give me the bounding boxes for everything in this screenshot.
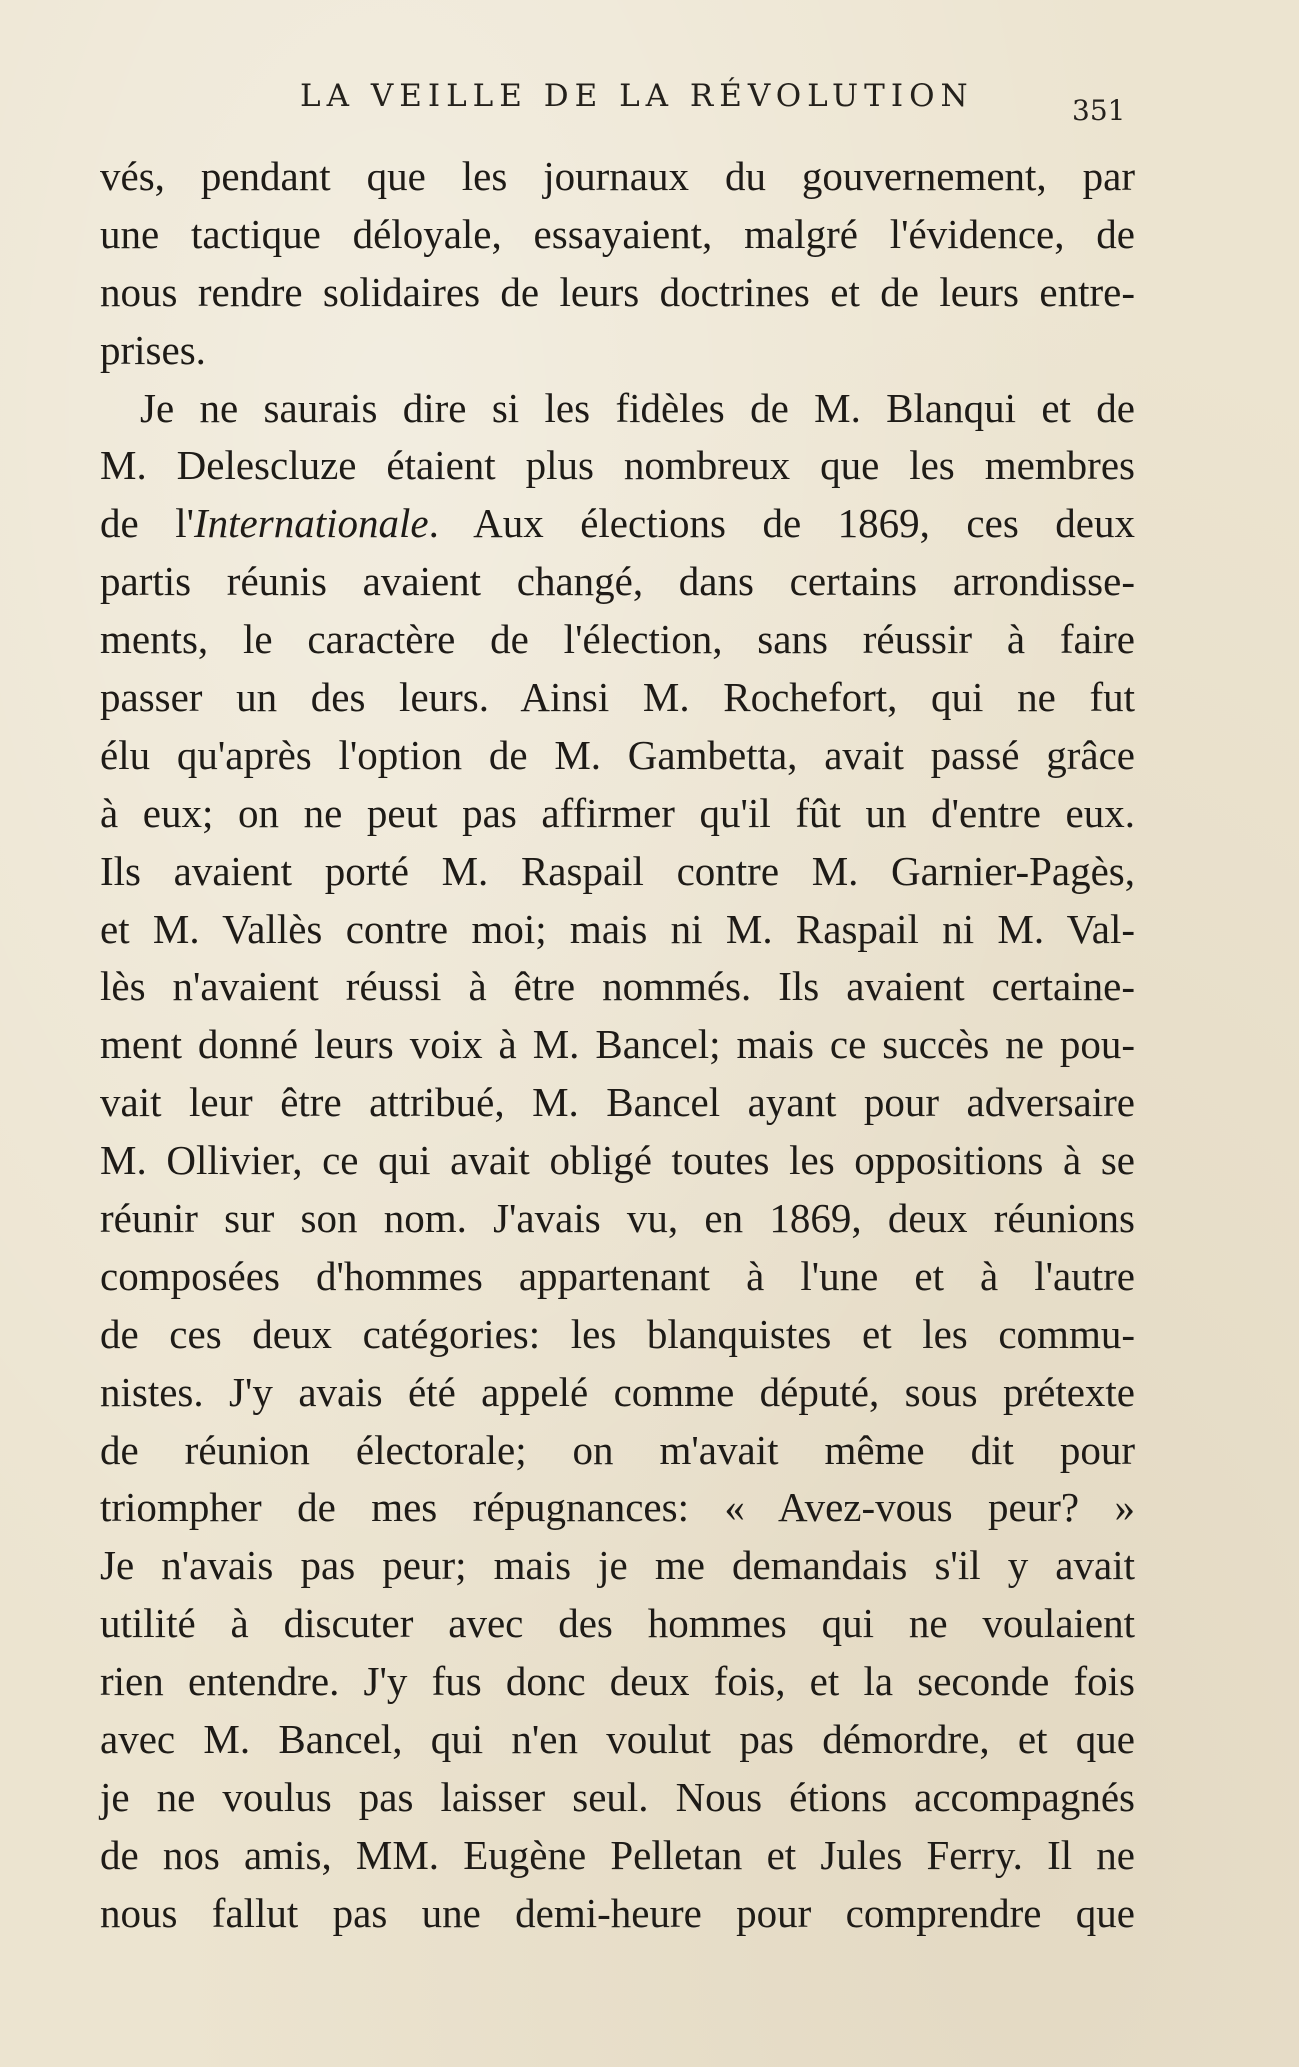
text-segment: de l' xyxy=(100,500,194,547)
text-segment: . Aux élections de 1869, ces deux xyxy=(428,500,1135,547)
text-line: triompher de mes répugnances: « Avez-vous peur? » xyxy=(100,1484,1135,1531)
text-line: lès n'avaient réussi à être nommés. Ils avaient certaine- xyxy=(100,963,1135,1010)
text-line: réunir sur son nom. J'avais vu, en 1869, deux réunions xyxy=(100,1195,1135,1242)
text-line xyxy=(100,495,1135,553)
text-line: Ils avaient porté M. Raspail contre M. Garnier-Pagès, xyxy=(100,847,1135,894)
text-line: de réunion électorale; on m'avait même dit pour xyxy=(100,1426,1135,1473)
text-line: et M. Vallès contre moi; mais ni M. Raspail ni M. Val- xyxy=(100,905,1135,952)
running-title: LA VEILLE DE LA RÉVOLUTION xyxy=(300,78,974,114)
paragraph-start-line: Je ne saurais dire si les fidèles de M. Blanqui et de xyxy=(140,384,1135,431)
text-line: M. Ollivier, ce qui avait obligé toutes les oppositions à se xyxy=(100,1137,1135,1184)
text-line: une tactique déloyale, essayaient, malgré l'évidence, de xyxy=(100,210,1135,257)
text-line: rien entendre. J'y fus donc deux fois, et la seconde fois xyxy=(100,1658,1135,1705)
text-line: de nos amis, MM. Eugène Pelletan et Jules Ferry. Il ne xyxy=(100,1831,1135,1878)
text-line: M. Delescluze étaient plus nombreux que les membres xyxy=(100,442,1135,489)
text-line: vait leur être attribué, M. Bancel ayant pour adversaire xyxy=(100,1079,1135,1126)
body-text xyxy=(100,148,1135,1943)
text-line: à eux; on ne peut pas affirmer qu'il fût un d'entre eux. xyxy=(100,789,1135,836)
text-line: partis réunis avaient changé, dans certains arrondisse- xyxy=(100,558,1135,605)
text-line: Je n'avais pas peur; mais je me demandais s'il y avait xyxy=(100,1542,1135,1589)
text-line: nistes. J'y avais été appelé comme député, sous prétexte xyxy=(100,1368,1135,1415)
paragraph-end-line: prises. xyxy=(100,326,206,373)
text-line: ment donné leurs voix à M. Bancel; mais ce succès ne pou- xyxy=(100,1021,1135,1068)
text-line: nous fallut pas une demi-heure pour comprendre que xyxy=(100,1889,1135,1936)
text-line: vés, pendant que les journaux du gouvernement, par xyxy=(100,153,1135,199)
text-line: ments, le caractère de l'élection, sans réussir à faire xyxy=(100,616,1135,663)
text-line: utilité à discuter avec des hommes qui ne voulaient xyxy=(100,1600,1135,1647)
page-number: 351 xyxy=(1072,94,1126,127)
text-line: de ces deux catégories: les blanquistes et les commu- xyxy=(100,1310,1135,1357)
text-line: nous rendre solidaires de leurs doctrines et de leurs entre- xyxy=(100,268,1135,315)
italic-term: Internationale xyxy=(194,500,429,547)
text-line: je ne voulus pas laisser seul. Nous étions accompagnés xyxy=(100,1773,1135,1820)
text-line: avec M. Bancel, qui n'en voulut pas démordre, et que xyxy=(100,1716,1135,1763)
text-line: composées d'hommes appartenant à l'une et à l'autre xyxy=(100,1252,1135,1299)
text-line: passer un des leurs. Ainsi M. Rochefort, qui ne fut xyxy=(100,674,1135,721)
text-line: élu qu'après l'option de M. Gambetta, avait passé grâce xyxy=(100,731,1135,778)
